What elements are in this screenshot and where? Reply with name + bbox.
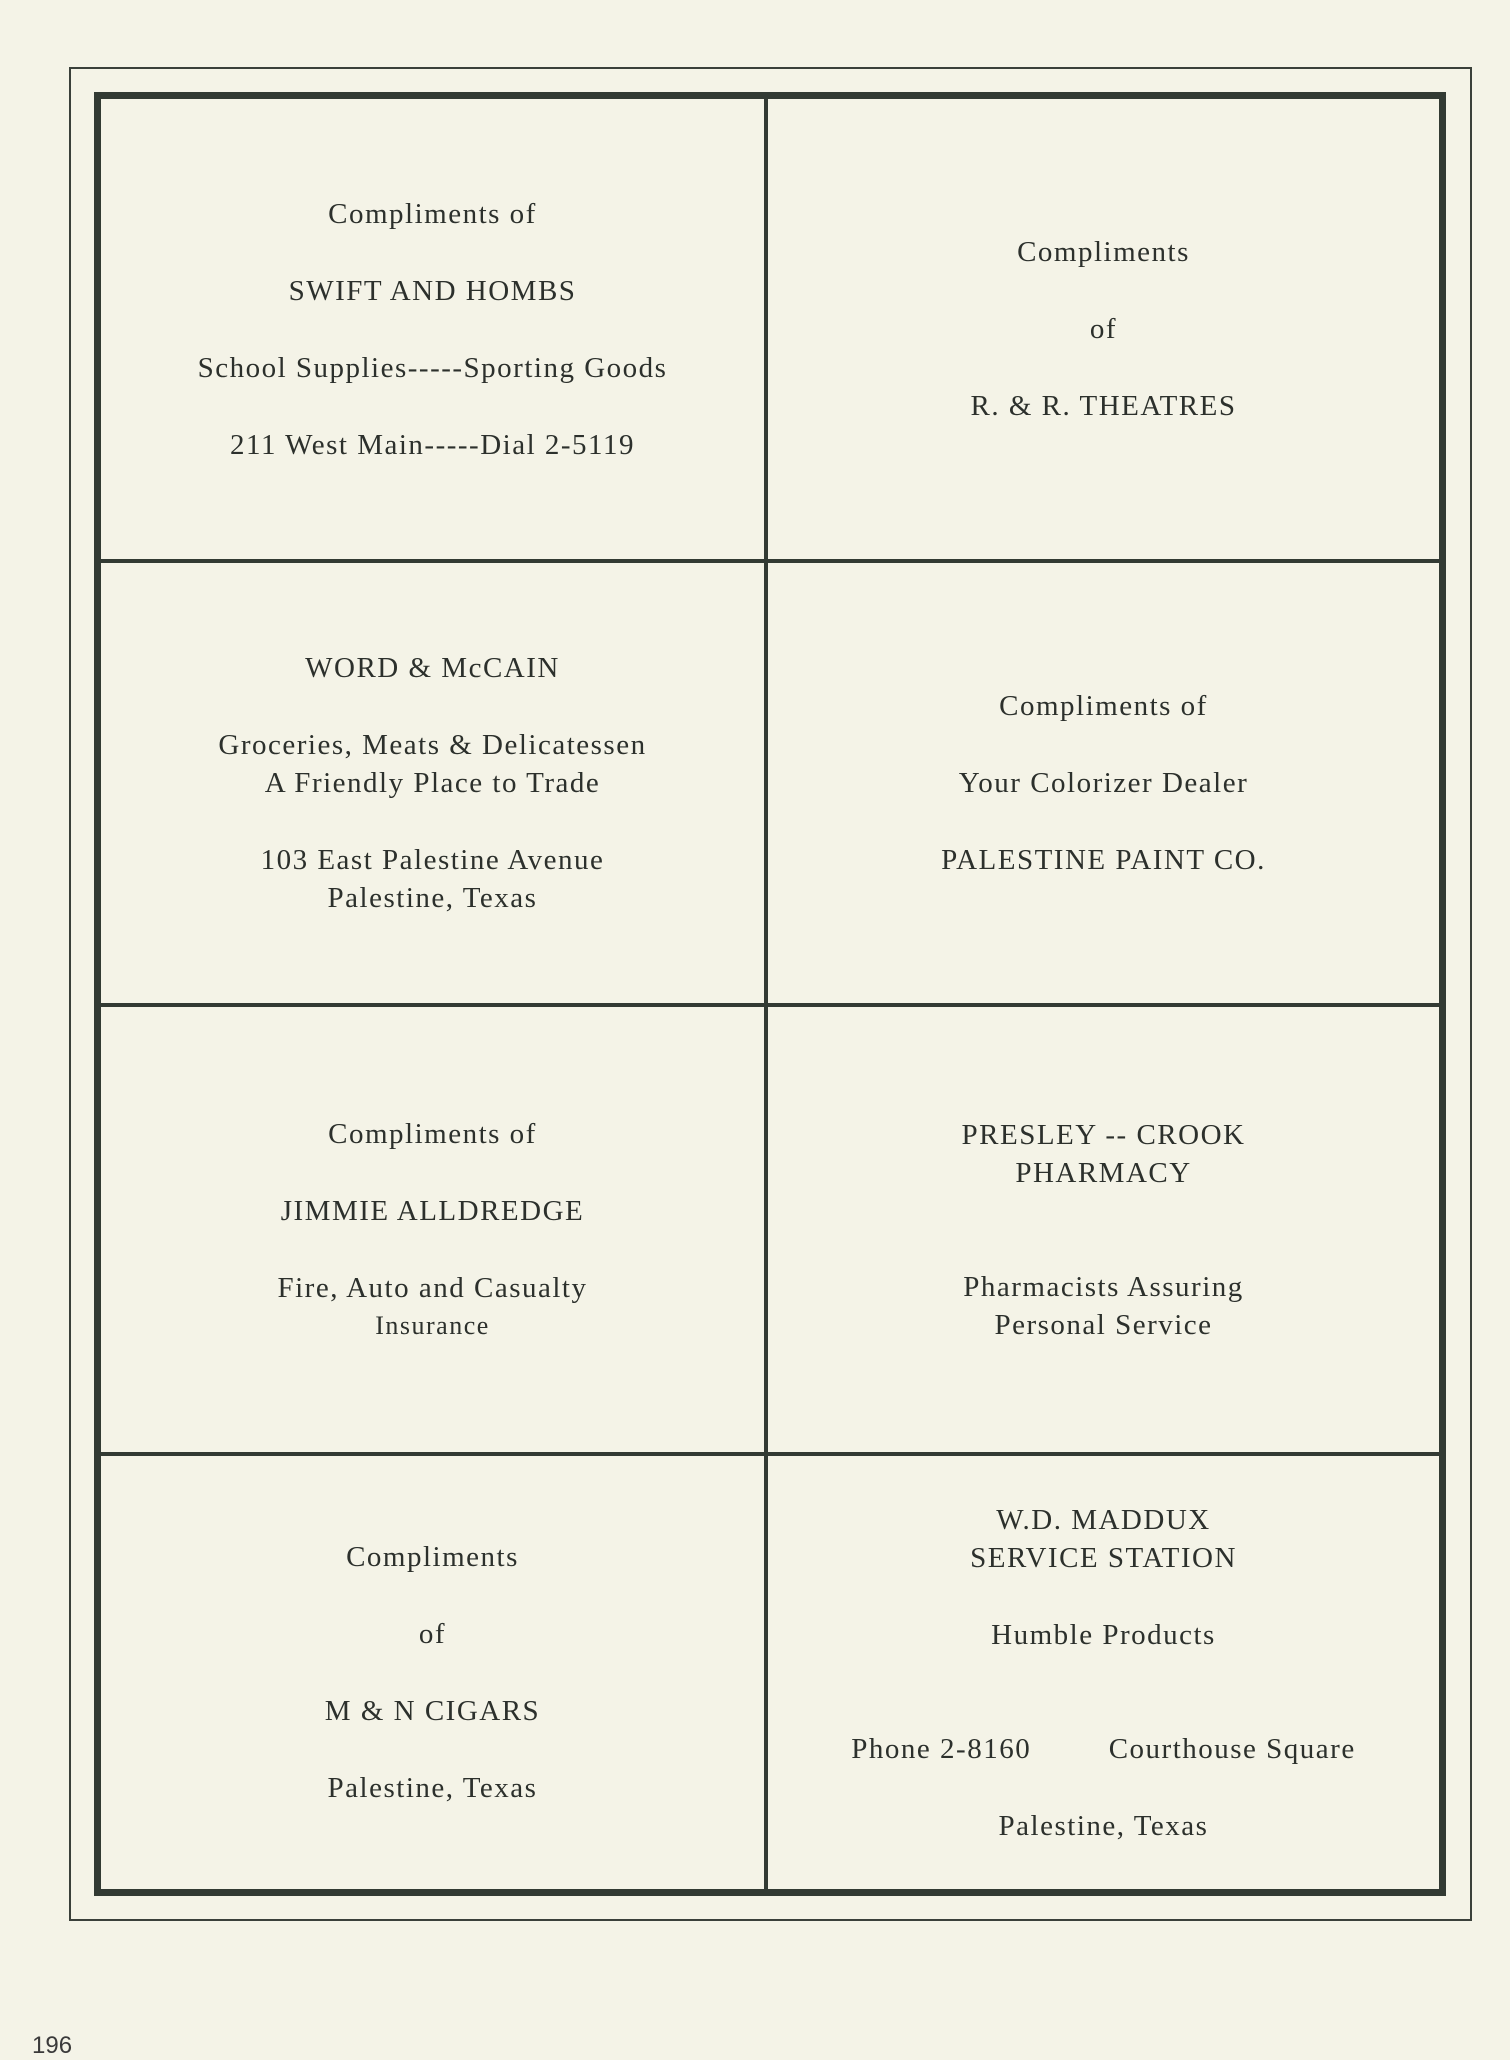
ad-line: Compliments [346,1541,519,1573]
ad-line: of [418,1618,447,1650]
ad-city: Palestine, Texas [327,882,538,914]
advertisement-grid [94,92,1446,1896]
ad-line: Pharmacists Assuring [963,1270,1244,1303]
ad-business-name: W.D. MADDUX [996,1503,1211,1536]
ad-line: Compliments of [328,1117,537,1150]
ad-line: Compliments of [999,690,1208,722]
ad-line: Humble Products [991,1618,1216,1651]
ad-address: 103 East Palestine Avenue [260,844,605,876]
ad-presley-crook-pharmacy [768,1007,1439,1456]
ad-line: Compliments [1017,236,1190,268]
ad-line: Compliments of [328,197,537,230]
ad-business-name: PHARMACY [1015,1156,1192,1189]
ad-line: Insurance [375,1310,490,1340]
ad-business-name: PALESTINE PAINT CO. [941,844,1266,876]
ad-city: Palestine, Texas [327,1772,538,1804]
page-number: 196 [32,2032,73,2059]
ad-line: Your Colorizer Dealer [958,767,1249,799]
ad-phone: Phone 2-8160 [851,1732,1032,1765]
ad-line: A Friendly Place to Trade [264,767,601,799]
ad-palestine-paint [768,563,1439,1007]
ad-business-name: PRESLEY -- CROOK [961,1118,1246,1151]
ad-location: Courthouse Square [1108,1732,1356,1765]
ad-jimmie-alldredge [101,1007,768,1456]
ad-swift-and-hombs [101,99,768,563]
ad-rr-theatres [768,99,1439,563]
ad-business-name: JIMMIE ALLDREDGE [280,1194,585,1227]
ad-word-and-mccain [101,563,768,1007]
ad-line: of [1089,313,1118,345]
ad-business-name: R. & R. THEATRES [970,390,1237,422]
ad-business-name: M & N CIGARS [324,1695,541,1727]
ad-line: Groceries, Meats & Delicatessen [218,729,647,761]
ad-business-name: WORD & McCAIN [305,652,560,684]
ad-address: 211 West Main-----Dial 2-5119 [230,428,635,461]
ad-line: Fire, Auto and Casualty [277,1271,588,1304]
ad-city: Palestine, Texas [998,1809,1209,1842]
ad-wd-maddux-service-station [768,1456,1439,1889]
ad-mn-cigars [101,1456,768,1889]
ad-business-name: SWIFT AND HOMBS [288,274,577,307]
ad-phone-location [851,1730,1355,1768]
ad-line: School Supplies-----Sporting Goods [197,351,668,384]
ad-line: Personal Service [994,1308,1213,1341]
ad-business-name: SERVICE STATION [970,1541,1237,1574]
